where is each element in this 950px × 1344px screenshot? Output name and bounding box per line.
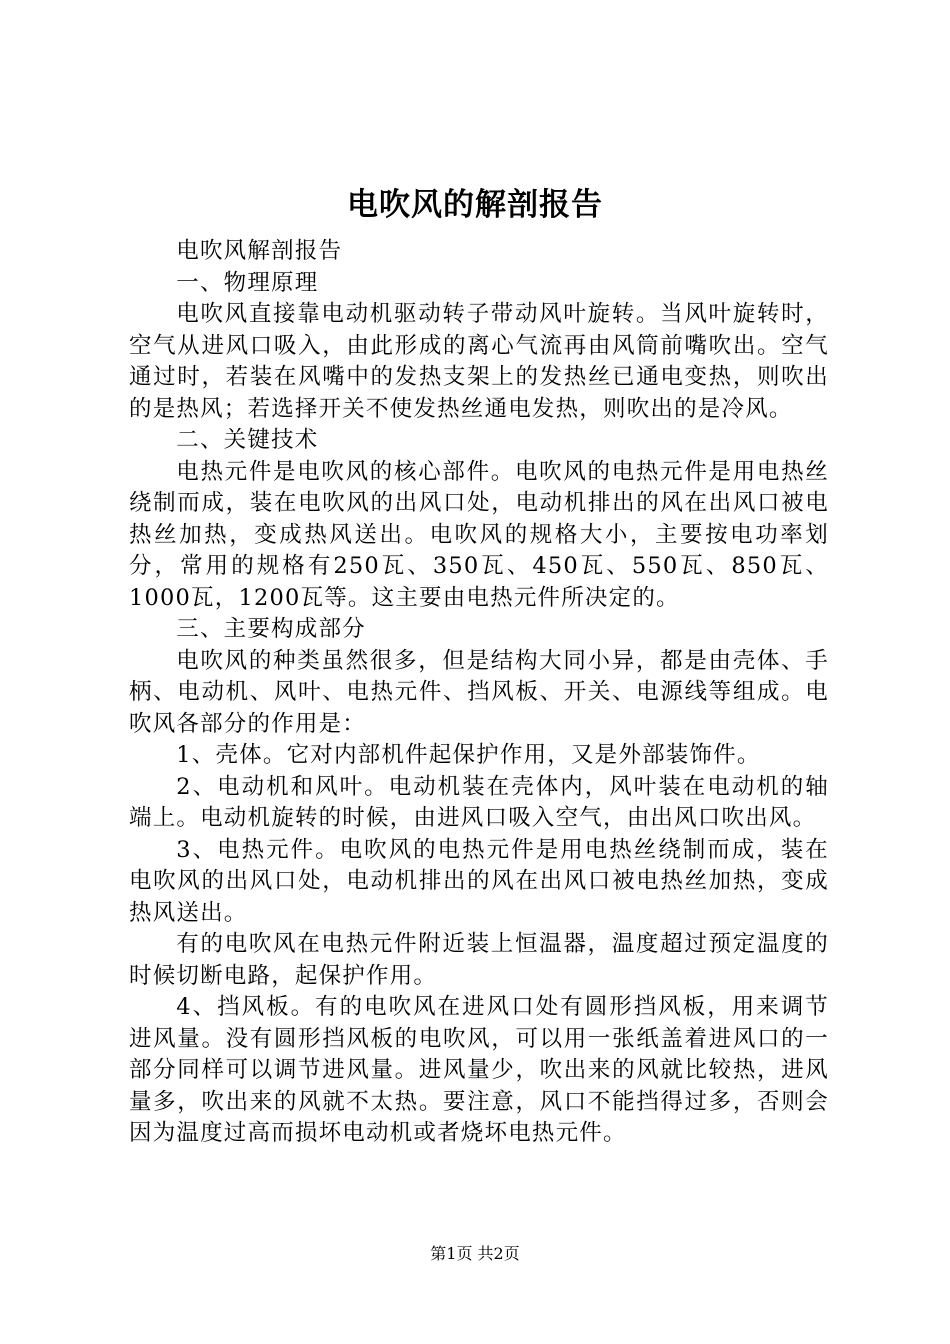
list-item-baffle: 4、挡风板。有的电吹风在进风口处有圆形挡风板，用来调节进风量。没有圆形挡风板的电吹风，可以用一张纸盖着进风口的一部分同样可以调节进风量。进风量少，吹出来的风就比较热，进风量多，吹出来的风就不太热。要注意，风口不能挡得过多，否则会因为温度过高而损坏电动机或者烧坏电热元件。: [129, 994, 829, 1146]
section-heading-key-tech: 二、关键技术: [176, 427, 319, 453]
page-number-footer: 第1页 共2页: [430, 1244, 520, 1263]
document-title: 电吹风的解剖报告: [347, 187, 603, 223]
paragraph-components: 电吹风的种类虽然很多，但是结构大同小异，都是由壳体、手柄、电动机、风叶、电热元件、挡风板、开关、电源线等组成。电吹风各部分的作用是：: [129, 647, 829, 737]
list-item-motor: 2、电动机和风叶。电动机装在壳体内，风叶装在电动机的轴端上。电动机旋转的时候，由进风口吸入空气，由出风口吹出风。: [129, 773, 829, 831]
paragraph-thermostat: 有的电吹风在电热元件附近装上恒温器，温度超过预定温度的时候切断电路，起保护作用。: [129, 931, 829, 989]
paragraph-key-tech: 电热元件是电吹风的核心部件。电吹风的电热元件是用电热丝绕制而成，装在电吹风的出风口处，电动机排出的风在出风口被电热丝加热，变成热风送出。电吹风的规格大小，主要按电功率划分，常用的规格有250瓦、350瓦、450瓦、550瓦、850瓦、1000瓦，1200瓦等。这主要由电热元件所决定的。: [129, 458, 829, 611]
paragraph-physics: 电吹风直接靠电动机驱动转子带动风叶旋转。当风叶旋转时，空气从进风口吸入，由此形成的离心气流再由风筒前嘴吹出。空气通过时，若装在风嘴中的发热支架上的发热丝已通电变热，则吹出的是热风；若选择开关不使发热丝通电发热，则吹出的是冷风。: [129, 301, 829, 422]
section-heading-components: 三、主要构成部分: [176, 616, 366, 642]
document-body: [129, 236, 829, 1150]
list-item-shell: 1、壳体。它对内部机件起保护作用，又是外部装饰件。: [176, 742, 761, 768]
paragraph-subtitle: 电吹风解剖报告: [176, 238, 343, 264]
section-heading-physics: 一、物理原理: [176, 269, 319, 296]
list-item-heater: 3、电热元件。电吹风的电热元件是用电热丝绕制而成，装在电吹风的出风口处，电动机排出的风在出风口被电热丝加热，变成热风送出。: [129, 836, 829, 926]
